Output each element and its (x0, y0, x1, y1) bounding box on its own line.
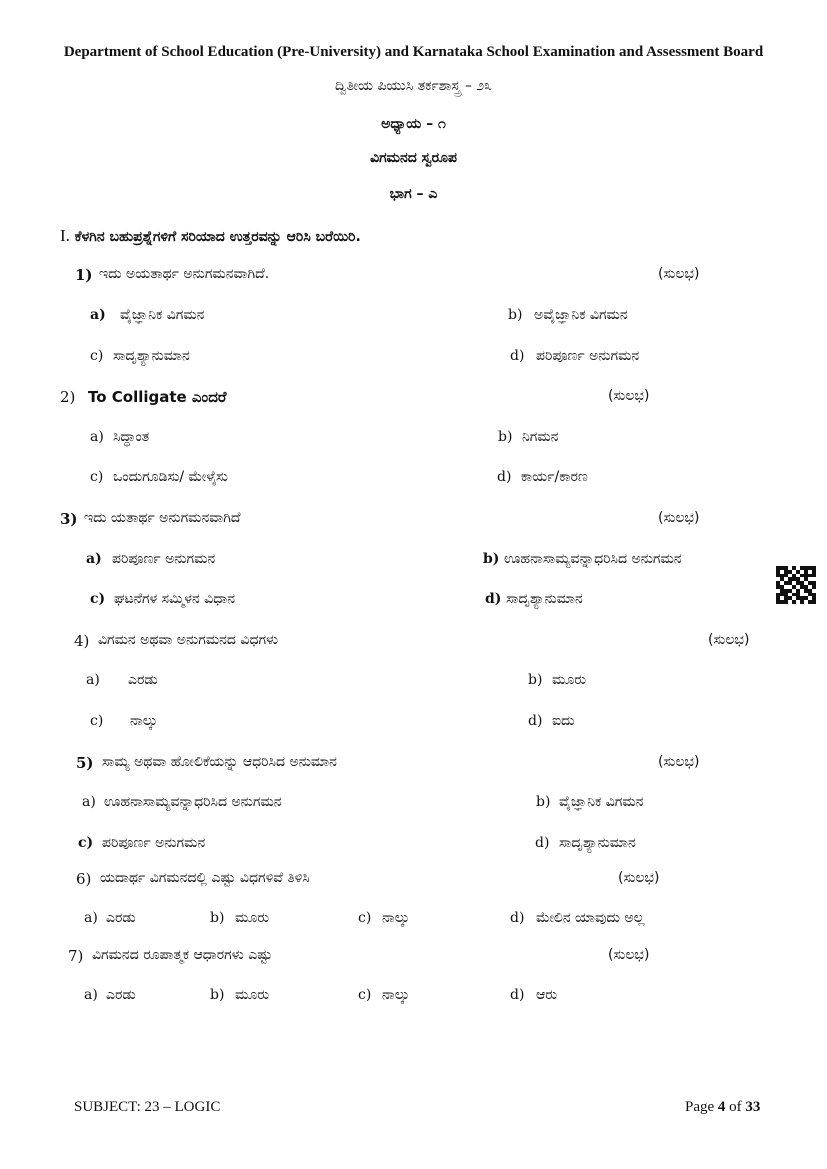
q6-option-c-label: c) (358, 910, 372, 926)
chapter-number: ಅಧ್ಯಾಯ – ೧ (381, 116, 446, 132)
q3-option-c-label: c) (90, 591, 106, 607)
question-3-number: 3) (60, 510, 78, 528)
question-6-number: 6) (76, 870, 92, 888)
q4-option-d-label: d) (528, 713, 543, 729)
department-header: Department of School Education (Pre-University) and Karnataka School Examination and Assessment Board (63, 44, 764, 60)
question-2-level: (ಸುಲಭ) (608, 388, 650, 404)
question-4-level: (ಸುಲಭ) (708, 632, 750, 648)
q7-option-b-label: b) (210, 987, 225, 1003)
question-7-text: ವಿಗಮನದ ರೂಪಾತ್ಮಕ ಆಧಾರಗಳು ಎಷ್ಟು (92, 947, 273, 963)
q1-option-d: ಪರಿಪೂರ್ಣ ಅನುಗಮನ (536, 348, 640, 364)
q7-option-c-label: c) (358, 987, 372, 1003)
qr-code-icon (776, 566, 816, 604)
q7-option-a: ಎರಡು (106, 987, 136, 1003)
q3-option-b: ಊಹನಾಸಾಮ್ಯವನ್ನಾಧರಿಸಿದ ಅನುಗಮನ (504, 551, 682, 567)
q6-option-d: ಮೇಲಿನ ಯಾವುದು ಅಲ್ಲ (536, 910, 645, 926)
q5-option-d: ಸಾದೃಶ್ಯಾನುಮಾನ (559, 835, 636, 851)
page-prefix: Page (685, 1099, 718, 1115)
q6-option-b-label: b) (210, 910, 225, 926)
question-3-level: (ಸುಲಭ) (658, 510, 700, 526)
q7-option-d-label: d) (510, 987, 525, 1003)
q4-option-b: ಮೂರು (552, 672, 587, 688)
q1-option-b: ಅವೈಜ್ಞಾನಿಕ ವಿಗಮನ (534, 307, 628, 323)
question-1-text: ಇದು ಅಯತಾರ್ಥ ಅನುಗಮನವಾಗಿದೆ. (99, 266, 270, 282)
page-total: 33 (745, 1099, 761, 1115)
q5-option-c: ಪರಿಪೂರ್ಣ ಅನುಗಮನ (102, 835, 206, 851)
q5-option-a: ಊಹನಾಸಾಮ್ಯವನ್ನಾಧರಿಸಿದ ಅನುಗಮನ (104, 794, 282, 810)
question-7-level: (ಸುಲಭ) (608, 947, 650, 963)
question-4-text: ವಿಗಮನ ಅಥವಾ ಅನುಗಮನದ ವಿಧಗಳು (98, 632, 279, 648)
q4-option-d: ಐದು (552, 713, 575, 729)
page-current: 4 (717, 1099, 726, 1115)
q2-option-c: ಒಂದುಗೂಡಿಸು/ ಮೇಳೈಸು (113, 469, 228, 485)
q5-option-c-label: c) (78, 835, 94, 851)
chapter-title: ವಿಗಮನದ ಸ್ವರೂಪ (370, 150, 457, 166)
q1-option-a-label: a) (90, 307, 106, 323)
q4-option-c: ನಾಲ್ಕು (130, 713, 158, 729)
q3-option-a-label: a) (86, 551, 102, 567)
q3-option-b-label: b) (483, 551, 500, 567)
q4-option-a: ಎರಡು (128, 672, 158, 688)
q4-option-a-label: a) (86, 672, 100, 688)
q1-option-c: ಸಾದೃಶ್ಯಾನುಮಾನ (113, 348, 190, 364)
q6-option-c: ನಾಲ್ಕು (382, 910, 410, 926)
question-2-number: 2) (60, 388, 76, 406)
q3-option-a: ಪರಿಪೂರ್ಣ ಅನುಗಮನ (112, 551, 216, 567)
question-2-text: To Colligate ಎಂದರೆ (88, 388, 227, 406)
q2-option-d-label: d) (497, 469, 512, 485)
q3-option-d: ಸಾದೃಶ್ಯಾನುಮಾನ (506, 591, 583, 607)
q1-option-c-label: c) (90, 348, 104, 364)
q3-option-d-label: d) (485, 591, 502, 607)
section-text: ಕೆಳಗಿನ ಬಹುಪ್ರಶ್ನೆಗಳಿಗೆ ಸರಿಯಾದ ಉತ್ತರವನ್ನು ಆರಿಸಿ ಬರೆಯಿರಿ. (74, 229, 361, 245)
q2-option-a: ಸಿದ್ಧಾಂತ (113, 429, 150, 445)
q7-option-b: ಮೂರು (235, 987, 270, 1003)
q6-option-d-label: d) (510, 910, 525, 926)
q2-option-a-label: a) (90, 429, 104, 445)
page-separator: of (725, 1099, 746, 1115)
q2-option-c-label: c) (90, 469, 104, 485)
q5-option-b: ವೈಜ್ಞಾನಿಕ ವಿಗಮನ (559, 794, 644, 810)
q5-option-a-label: a) (82, 794, 96, 810)
q1-option-a: ವೈಜ್ಞಾನಿಕ ವಿಗಮನ (120, 307, 205, 323)
q6-option-a-label: a) (84, 910, 98, 926)
question-5-number: 5) (76, 754, 94, 772)
question-5-text: ಸಾಮ್ಯ ಅಥವಾ ಹೋಲಿಕೆಯನ್ನು ಆಧರಿಸಿದ ಅನುಮಾನ (102, 754, 337, 770)
q2-option-d: ಕಾರ್ಯ/ಕಾರಣ (521, 469, 588, 485)
q5-option-d-label: d) (535, 835, 550, 851)
question-6-level: (ಸುಲಭ) (618, 870, 660, 886)
footer-page-number (685, 1099, 760, 1116)
q2-option-b: ನಿಗಮನ (522, 429, 559, 445)
q5-option-b-label: b) (536, 794, 551, 810)
course-title: ದ್ವಿತೀಯ ಪಿಯುಸಿ ತರ್ಕಶಾಸ್ತ್ರ – ೨೩ (335, 78, 492, 94)
q2-option-b-label: b) (498, 429, 513, 445)
footer-subject: SUBJECT: 23 – LOGIC (74, 1099, 221, 1115)
question-4-number: 4) (74, 632, 90, 650)
q7-option-a-label: a) (84, 987, 98, 1003)
q3-option-c: ಘಟನೆಗಳ ಸಮ್ಮಿಳನ ವಿಧಾನ (114, 591, 235, 607)
question-1-level: (ಸುಲಭ) (658, 266, 700, 282)
q4-option-b-label: b) (528, 672, 543, 688)
q4-option-c-label: c) (90, 713, 104, 729)
question-3-text: ಇದು ಯತಾರ್ಥ ಅನುಗಮನವಾಗಿದೆ (84, 510, 241, 526)
q1-option-b-label: b) (508, 307, 523, 323)
q6-option-b: ಮೂರು (235, 910, 270, 926)
section-number: I. (60, 226, 70, 245)
part-label: ಭಾಗ – ಎ (389, 186, 438, 202)
q7-option-c: ನಾಲ್ಕು (382, 987, 410, 1003)
question-5-level: (ಸುಲಭ) (658, 754, 700, 770)
q7-option-d: ಆರು (536, 987, 558, 1003)
section-instruction (60, 226, 361, 246)
question-1-number: 1) (75, 266, 93, 284)
question-6-text: ಯದಾರ್ಥ ವಿಗಮನದಲ್ಲಿ ಎಷ್ಟು ವಿಧಗಳಿವೆ ತಿಳಿಸಿ (100, 870, 310, 886)
question-7-number: 7) (68, 947, 84, 965)
q6-option-a: ಎರಡು (106, 910, 136, 926)
q1-option-d-label: d) (510, 348, 525, 364)
